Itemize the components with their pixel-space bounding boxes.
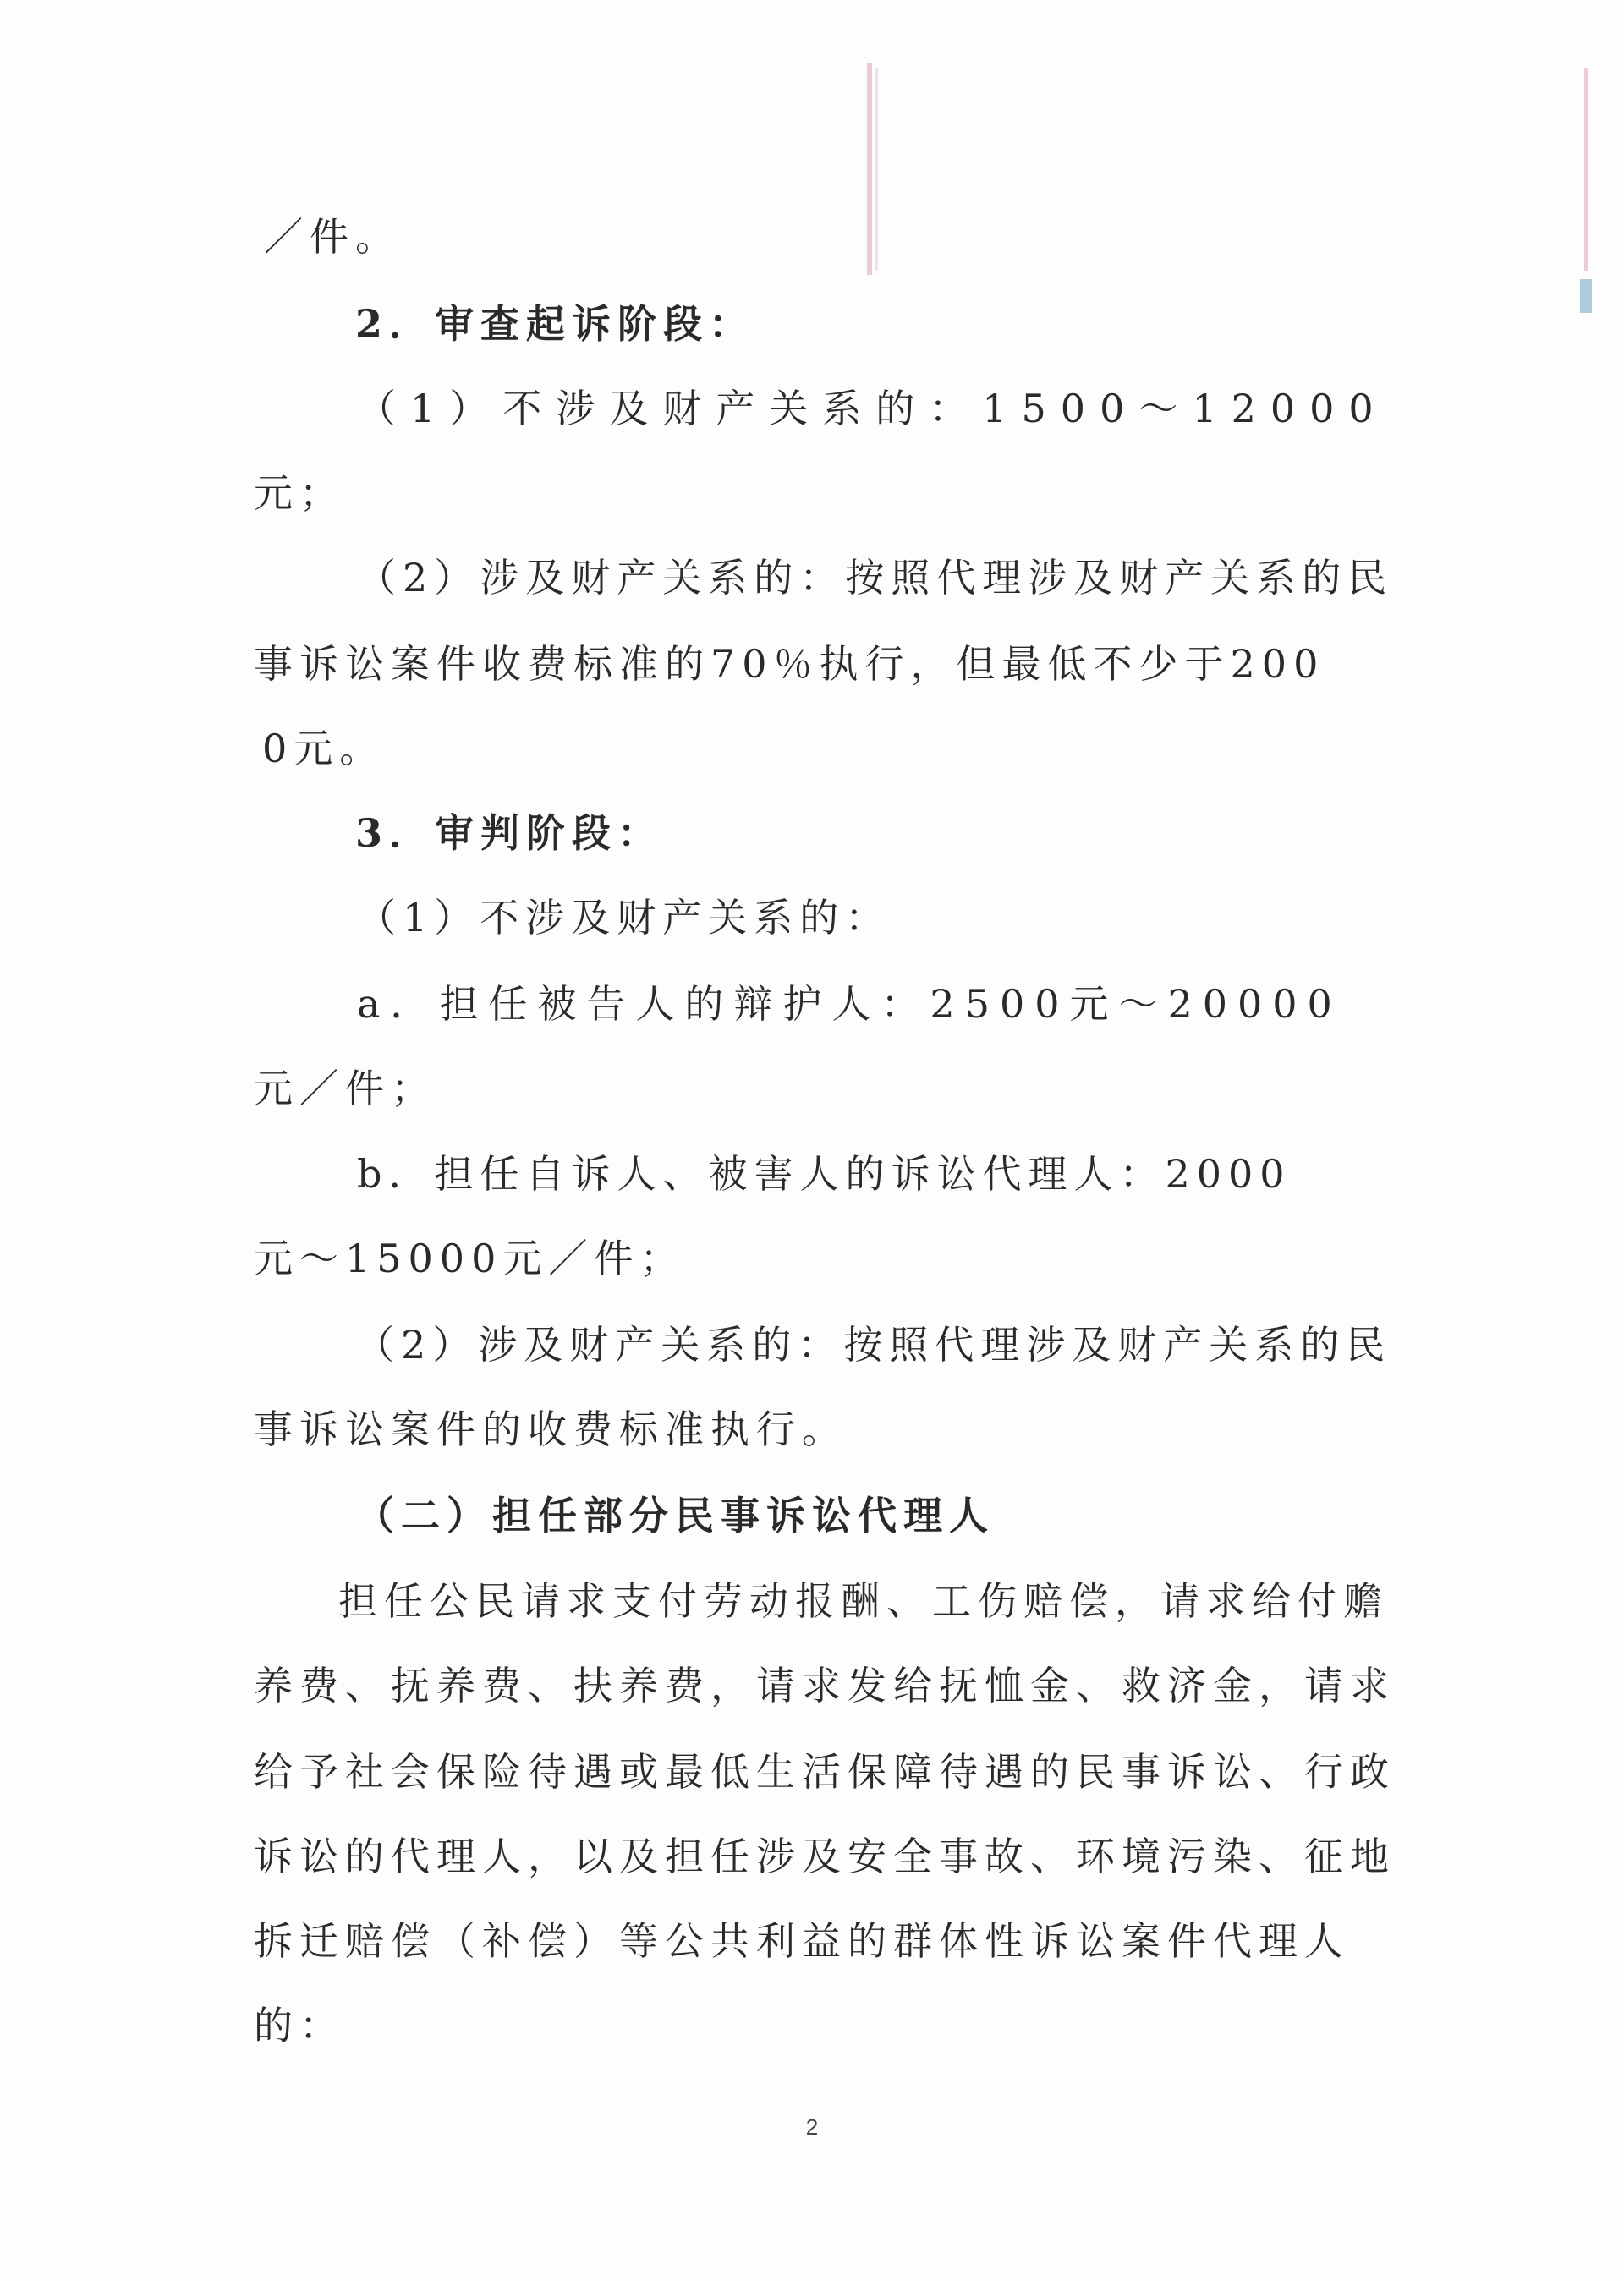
text-line: 养费、抚养费、扶养费，请求发给抚恤金、救济金，请求 [254,1663,1396,1708]
text-line: 元／件； [254,1066,436,1111]
scan-mark [1584,68,1588,271]
scan-mark [875,68,878,271]
text-line: ／件。 [264,214,401,260]
text-line: 事诉讼案件收费标准的70％执行，但最低不少于200 [254,641,1325,687]
text-line: 元； [254,470,345,516]
text-line: 拆迁赔偿（补偿）等公共利益的群体性诉讼案件代理人 [254,1918,1350,1964]
text-line: （2）涉及财产关系的：按照代理涉及财产关系的民 [357,555,1394,600]
text-line: （1）不涉及财产关系的：1500～12000 [357,386,1388,431]
text-line: （1）不涉及财产关系的： [357,895,892,940]
text-line: 担任公民请求支付劳动报酬、工伤赔偿，请求给付赡 [338,1578,1389,1624]
scan-mark [1580,279,1592,313]
text-line: 元～15000元／件； [254,1236,686,1281]
section-heading: 3．审判阶段： [355,810,664,856]
page-number: 2 [805,2114,819,2140]
section-heading: （二）担任部分民事诉讼代理人 [355,1493,995,1538]
text-line: b．担任自诉人、被害人的诉讼代理人：2000 [357,1151,1292,1197]
text-line: 给予社会保险待遇或最低生活保障待遇的民事诉讼、行政 [254,1749,1396,1795]
text-line: 事诉讼案件的收费标准执行。 [254,1406,848,1452]
scan-mark [867,63,872,275]
text-line: （2）涉及财产关系的：按照代理涉及财产关系的民 [355,1322,1392,1368]
text-line: 0元。 [262,726,386,771]
text-line: a．担任被告人的辩护人：2500元～20000 [357,981,1342,1027]
text-line: 的： [254,2003,345,2048]
text-line: 诉讼的代理人，以及担任涉及安全事故、环境污染、征地 [254,1834,1396,1879]
section-heading: 2．审查起诉阶段： [355,301,755,347]
